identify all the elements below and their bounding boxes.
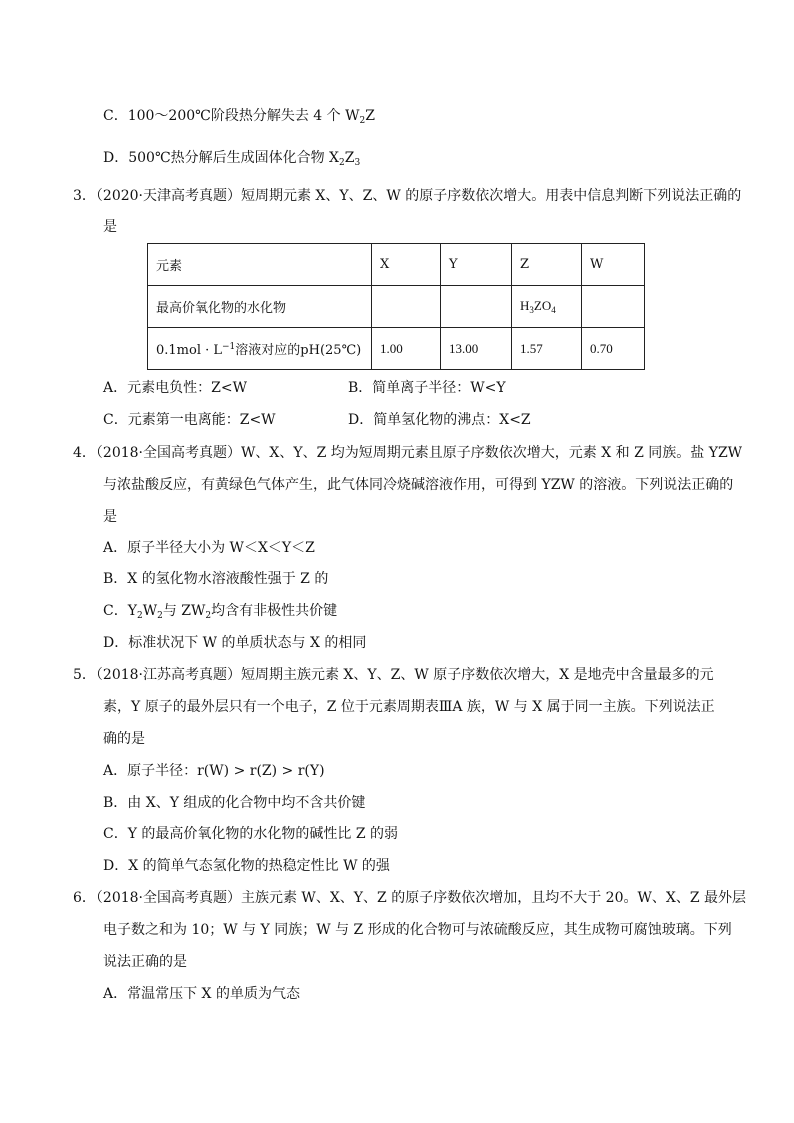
table-cell: $H_3ZO_4$ — [512, 286, 582, 328]
table-header-cell: Z — [512, 244, 582, 286]
table-cell: 最高价氧化物的水化物 — [148, 286, 372, 328]
table-cell: $0.1mol \cdot L^{-1}$溶液对应的pH(25℃) — [148, 328, 372, 370]
table-cell: 13.00 — [441, 328, 512, 370]
table-cell: 0.70 — [582, 328, 645, 370]
q4-option-a: A．原子半径大小为 W＜X＜Y＜Z — [103, 540, 315, 556]
q2-option-c: C．100～200℃阶段热分解失去 4 个 $W_2Z$ — [103, 108, 375, 126]
q6-stem-line3: 说法正确的是 — [103, 954, 187, 970]
q3-option-c: C．元素第一电离能：Z<W — [103, 412, 276, 428]
table-row — [148, 244, 645, 286]
table-header-cell: 元素 — [148, 244, 372, 286]
table-row — [148, 286, 645, 328]
table-cell — [582, 286, 645, 328]
q4-option-c: C．$Y_2W_2$与 $ZW_2$均含有非极性共价键 — [103, 603, 338, 621]
q5-option-b: B．由 X、Y 组成的化合物中均不含共价键 — [103, 795, 366, 811]
q5-option-c: C．Y 的最高价氧化物的水化物的碱性比 Z 的弱 — [103, 826, 399, 842]
q6-option-a: A．常温常压下 X 的单质为气态 — [103, 986, 300, 1002]
q5-stem-line1: 5．（2018·江苏高考真题）短周期主族元素 X、Y、Z、W 原子序数依次增大，X 是地壳中含量最多的元 — [73, 667, 714, 683]
table-cell — [441, 286, 512, 328]
q3-option-d: D．简单氢化物的沸点：X<Z — [348, 412, 531, 428]
q5-option-a: A．原子半径：r(W) > r(Z) > r(Y) — [103, 763, 325, 779]
q3-stem-line1: 3．（2020·天津高考真题）短周期元素 X、Y、Z、W 的原子序数依次增大。用表中信息判断下列说法正确的 — [73, 188, 742, 204]
q4-stem-line2: 与浓盐酸反应，有黄绿色气体产生，此气体同冷烧碱溶液作用，可得到 YZW 的溶液。下列说法正确的 — [103, 477, 734, 493]
table-header-cell: Y — [441, 244, 512, 286]
q3-stem-line2: 是 — [103, 219, 117, 235]
q3-element-table — [147, 243, 645, 370]
table-header-cell: X — [372, 244, 441, 286]
q3-option-b: B．简单离子半径：W<Y — [348, 380, 506, 396]
table-cell — [372, 286, 441, 328]
q3-option-a: A．元素电负性：Z<W — [103, 380, 247, 396]
table-header-cell: W — [582, 244, 645, 286]
q6-stem-line2: 电子数之和为 10；W 与 Y 同族；W 与 Z 形成的化合物可与浓硫酸反应，其生成物可腐蚀玻璃。下列 — [103, 922, 732, 938]
table-cell: 1.57 — [512, 328, 582, 370]
q5-stem-line2: 素，Y 原子的最外层只有一个电子，Z 位于元素周期表ⅢA 族，W 与 X 属于同一主族。下列说法正 — [103, 699, 715, 715]
q4-option-b: B．X 的氢化物水溶液酸性强于 Z 的 — [103, 571, 329, 587]
table-row — [148, 328, 645, 370]
q4-stem-line1: 4．（2018·全国高考真题）W、X、Y、Z 均为短周期元素且原子序数依次增大，元素 X 和 Z 同族。盐 YZW — [73, 445, 743, 461]
q4-option-d: D．标准状况下 W 的单质状态与 X 的相同 — [103, 635, 367, 651]
q6-stem-line1: 6．（2018·全国高考真题）主族元素 W、X、Y、Z 的原子序数依次增加，且均不大于 20。W、X、Z 最外层 — [73, 890, 747, 906]
q2-option-d: D．500℃热分解后生成固体化合物 $X_2Z_3$ — [103, 150, 361, 168]
q5-stem-line3: 确的是 — [103, 731, 145, 747]
table-cell: 1.00 — [372, 328, 441, 370]
q4-stem-line3: 是 — [103, 509, 117, 525]
q5-option-d: D．X 的简单气态氢化物的热稳定性比 W 的强 — [103, 858, 390, 874]
